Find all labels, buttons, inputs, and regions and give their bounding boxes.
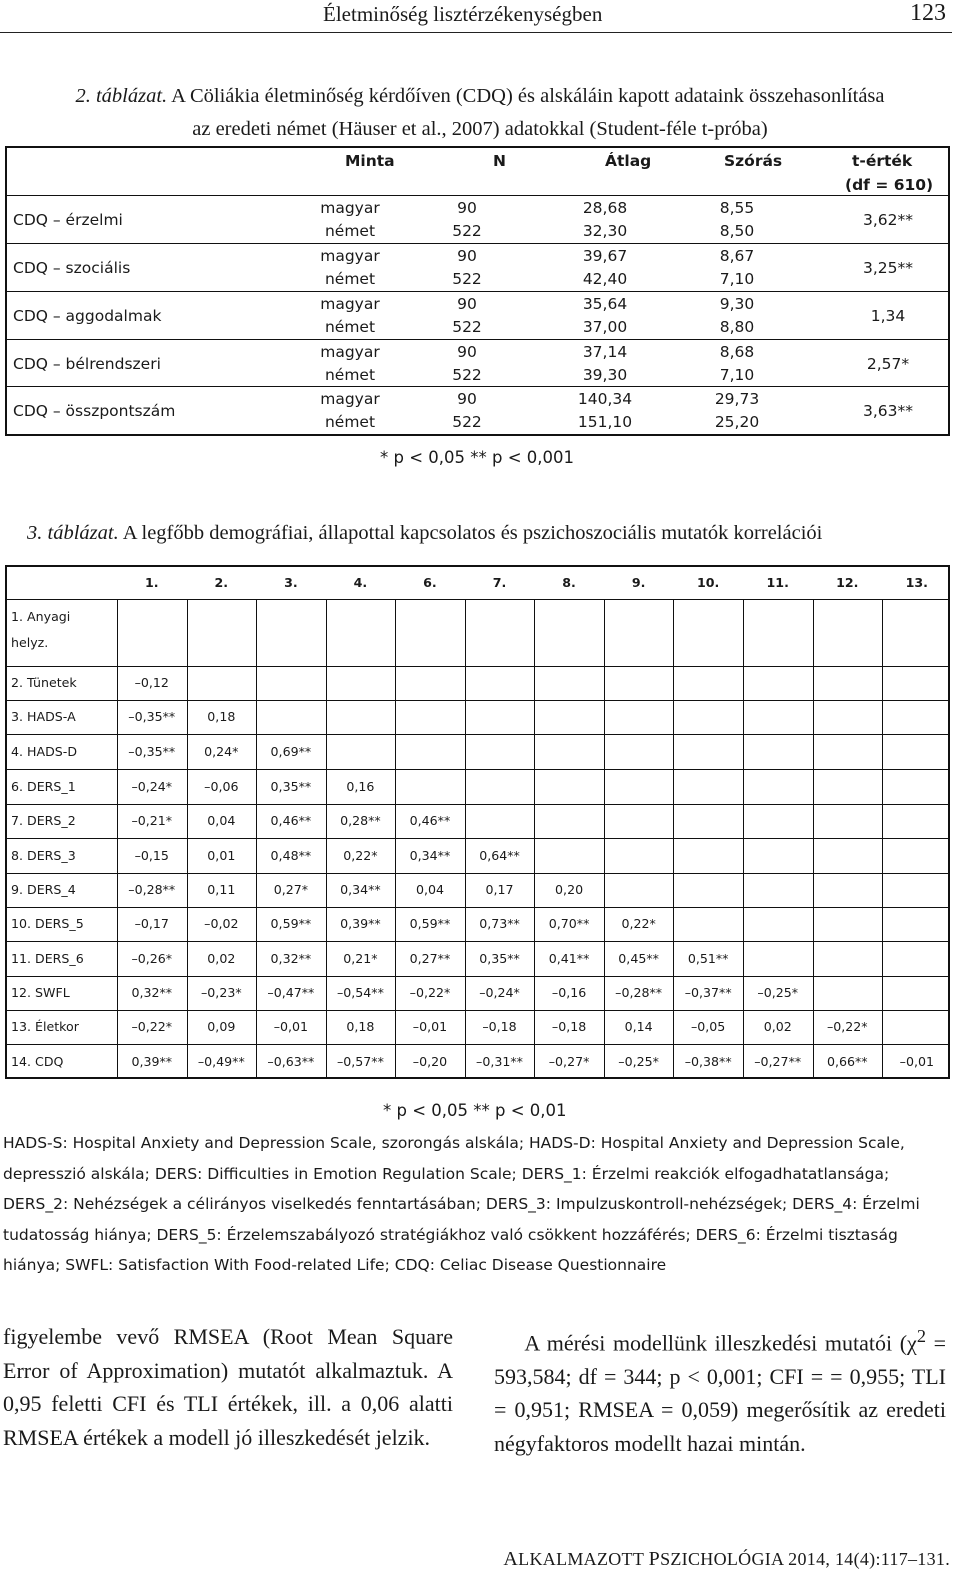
table-3-cell: 0,51** xyxy=(687,950,729,966)
table-3-cell: –0,15 xyxy=(134,847,169,863)
table-3-cell: –0,26* xyxy=(131,950,173,966)
table-3-cell: –0,18 xyxy=(482,1019,517,1034)
table-2-caption-line-2: az eredeti német (Häuser et al., 2007) adatokkal (Student-féle t-próba) xyxy=(192,118,768,140)
table-2-cell: 28,68 xyxy=(582,199,628,217)
table-2-cell: 42,40 xyxy=(582,270,628,288)
table-3-cell: –0,35** xyxy=(128,709,176,724)
table-3-cell: –0,05 xyxy=(690,1019,726,1034)
table-2-cell: 8,68 xyxy=(719,343,755,361)
table-3-row-label: 7. DERS_2 xyxy=(11,813,76,828)
table-3-cell: 0,02 xyxy=(207,950,236,966)
table-3-cell: 0,01 xyxy=(207,847,236,863)
journal-initial-a: A xyxy=(503,1548,519,1570)
table-2-cell: 522 xyxy=(452,318,482,336)
table-3-row-divider xyxy=(7,907,948,908)
table-3-cell: 0,09 xyxy=(207,1019,236,1034)
table-2-t-value: 3,62** xyxy=(862,211,913,229)
table-3-row-divider xyxy=(7,873,948,874)
table-3-cell: 0,22* xyxy=(343,847,378,863)
table-2-cell: 522 xyxy=(452,366,482,384)
table-3-cell: 0,27** xyxy=(409,950,451,966)
table-3-column-header: 13. xyxy=(905,575,928,590)
table-3-cell: –0,31** xyxy=(476,1053,523,1069)
table-2-row-divider xyxy=(7,291,948,292)
table-3-cell: 0,64** xyxy=(479,847,520,863)
table-3-cell: –0,17 xyxy=(134,916,169,931)
column-header-t: t-érték xyxy=(852,152,913,170)
table-3-row-divider xyxy=(7,700,948,701)
table-3-row-label: 2. Tünetek xyxy=(11,675,77,690)
table-3-cell: 0,39** xyxy=(340,916,381,931)
table-2-cell: 35,64 xyxy=(582,295,628,313)
table-3-row-label: helyz. xyxy=(11,635,49,650)
table-3-row-label: 12. SWFL xyxy=(11,985,70,1000)
table-2-cell: magyar xyxy=(320,247,380,265)
table-3-cell: –0,01 xyxy=(412,1019,448,1034)
table-3-row-label: 3. HADS-A xyxy=(11,709,76,724)
table-3-row-divider xyxy=(7,769,948,770)
table-3-cell: 0,32** xyxy=(270,950,312,966)
table-2-cell: 29,73 xyxy=(714,390,760,408)
table-3-cell: 0,02 xyxy=(763,1019,792,1034)
table-3-row-divider xyxy=(7,838,948,839)
table-3-cell: –0,12 xyxy=(134,675,169,690)
body-column-left: figyelembe vevő RMSEA (Root Mean Square Error of Approximation) mutatót alkalmaztuk. A 0,95 feletti CFI és TLI értékek, ill. a 0,06 alatti RMSEA értékek a modell jó illeszkedését jelzik. xyxy=(3,1324,453,1450)
table-2-cell: 25,20 xyxy=(714,413,760,431)
table-3-row-divider xyxy=(7,1044,948,1045)
table-3-cell: –0,24* xyxy=(131,778,173,794)
table-2-cell: 8,55 xyxy=(719,199,755,217)
page-number: 123 xyxy=(910,0,946,26)
table-3-cell: 0,35** xyxy=(270,778,312,794)
body-right-post: = 593,584; df = 344; p < 0,001; CFI = = 0,955; TLI = 0,951; RMSEA = 0,059) megerősítik az eredeti négyfaktoros modellt hazai mintán. xyxy=(494,1330,946,1456)
journal-word-1: LKALMAZOTT xyxy=(518,1549,649,1569)
table-3-cell: 0,34** xyxy=(409,847,451,863)
table-3-column-header: 10. xyxy=(697,575,720,590)
table-2-cell: német xyxy=(324,413,376,431)
table-3-cell: 0,59** xyxy=(270,916,312,931)
table-3-cell: 0,24* xyxy=(204,743,239,759)
table-2 xyxy=(5,146,950,436)
table-3-cell: 0,17 xyxy=(485,882,514,897)
table-3-row-label: 4. HADS-D xyxy=(11,743,78,759)
body-right-sup: 2 xyxy=(916,1326,926,1346)
table-3-cell: –0,28** xyxy=(128,882,176,897)
table-3-row-label: 6. DERS_1 xyxy=(11,778,76,794)
table-3-column-header: 12. xyxy=(836,575,859,590)
running-footer xyxy=(503,1548,950,1571)
table-3-caption-label: 3. táblázat. xyxy=(27,522,119,544)
table-2-row-label: CDQ – szociális xyxy=(13,259,131,277)
table-3-row-divider xyxy=(7,976,948,977)
body-column-right xyxy=(494,1320,946,1460)
column-header-n: N xyxy=(493,152,506,170)
table-2-t-value: 2,57* xyxy=(866,355,910,373)
table-3-column-header: 8. xyxy=(562,575,576,590)
table-3-cell: –0,20 xyxy=(412,1053,448,1069)
table-3-caption xyxy=(27,522,822,545)
table-3-cell: –0,25* xyxy=(618,1053,659,1069)
table-3-row-divider xyxy=(7,734,948,735)
table-3-cell: 0,46** xyxy=(270,813,312,828)
table-3-row-label: 10. DERS_5 xyxy=(11,916,84,931)
table-3-cell: –0,16 xyxy=(551,985,587,1000)
table-3-row-label: 9. DERS_4 xyxy=(11,882,76,897)
table-2-cell: 7,10 xyxy=(719,270,755,288)
table-3-cell: –0,21* xyxy=(131,813,173,828)
running-header xyxy=(0,0,952,33)
table-2-cell: német xyxy=(324,366,376,384)
table-3-column-header: 7. xyxy=(492,575,507,590)
table-3-row-divider xyxy=(7,941,948,942)
column-header-minta: Minta xyxy=(345,152,395,170)
table-3-row-divider xyxy=(7,599,948,600)
table-3-row-label: 14. CDQ xyxy=(11,1053,64,1069)
table-3-column-header: 6. xyxy=(423,575,437,590)
table-3-column-header: 4. xyxy=(353,575,368,590)
journal-word-2: SZICHOLÓGIA xyxy=(660,1549,784,1569)
table-3-cell: 0,59** xyxy=(409,916,451,931)
table-3-column-header: 2. xyxy=(214,575,229,590)
table-3-column-header: 1. xyxy=(144,575,159,590)
table-2-cell: német xyxy=(324,318,376,336)
table-3-cell: 0,28** xyxy=(340,813,381,828)
table-3-cell: –0,22* xyxy=(409,985,451,1000)
table-3-row-label: 8. DERS_3 xyxy=(11,847,76,863)
journal-initial-p: P xyxy=(648,1548,661,1570)
table-3-cell: –0,24* xyxy=(479,985,520,1000)
table-2-cell: 522 xyxy=(452,222,482,240)
column-header-atlag: Átlag xyxy=(605,152,652,170)
table-3-cell: 0,35** xyxy=(479,950,520,966)
table-2-cell: 140,34 xyxy=(577,390,633,408)
table-3-cell: –0,38** xyxy=(684,1053,732,1069)
table-2-t-value: 3,63** xyxy=(862,402,913,420)
table-3-row-divider xyxy=(7,804,948,805)
table-2-row-divider xyxy=(7,386,948,387)
table-2-cell: 90 xyxy=(457,343,477,361)
table-2-note: * p < 0,05 ** p < 0,001 xyxy=(380,448,575,467)
table-3-cell: 0,04 xyxy=(415,882,444,897)
table-3-column-header: 11. xyxy=(766,575,789,590)
table-3-cell: 0,66** xyxy=(826,1053,868,1069)
table-2-caption-label: 2. táblázat. xyxy=(75,85,168,107)
table-3-row-label: 13. Életkor xyxy=(11,1019,79,1034)
column-header-szoras: Szórás xyxy=(724,152,783,170)
table-3-cell: 0,18 xyxy=(346,1019,375,1034)
table-3-cell: –0,54** xyxy=(336,985,384,1000)
table-3-cell: 0,20 xyxy=(555,882,584,897)
table-3-cell: –0,22* xyxy=(131,1019,173,1034)
journal-citation: 2014, 14(4):117–131. xyxy=(783,1549,950,1569)
table-2-cell: 90 xyxy=(457,199,477,217)
table-3-cell: –0,25* xyxy=(757,985,799,1000)
table-3-cell: –0,49** xyxy=(197,1053,245,1069)
table-2-t-value: 1,34 xyxy=(870,307,906,325)
table-2-cell: 90 xyxy=(457,295,477,313)
table-2-cell: magyar xyxy=(320,390,380,408)
table-3-cell: –0,06 xyxy=(204,778,239,794)
table-2-row-label: CDQ – érzelmi xyxy=(13,211,123,229)
table-2-row-divider xyxy=(7,339,948,340)
table-2-cell: 90 xyxy=(457,247,477,265)
table-3-cell: –0,28** xyxy=(615,985,663,1000)
table-2-caption xyxy=(0,80,960,146)
table-3-cell: 0,46** xyxy=(409,813,451,828)
table-3-caption-text: A legfőbb demográfiai, állapottal kapcsolatos és pszichoszociális mutatók korrelációi xyxy=(118,522,823,544)
table-2-cell: 9,30 xyxy=(719,295,755,313)
table-3-column-header: 9. xyxy=(631,575,646,590)
table-3-cell: 0,34** xyxy=(340,882,381,897)
table-2-cell: 8,80 xyxy=(719,318,755,336)
table-3-cell: –0,63** xyxy=(267,1053,315,1069)
table-3-cell: 0,22* xyxy=(621,916,656,931)
table-2-cell: 37,14 xyxy=(582,343,628,361)
table-2-cell: német xyxy=(324,222,376,240)
table-3-cell: 0,45** xyxy=(618,950,659,966)
table-3-cell: –0,57** xyxy=(336,1053,384,1069)
table-3-cell: 0,18 xyxy=(207,709,236,724)
table-3-row-divider xyxy=(7,1010,948,1011)
table-2-cell: 151,10 xyxy=(577,413,633,431)
table-3-cell: 0,48** xyxy=(270,847,312,863)
table-2-caption-line-1: A Cöliákia életminőség kérdőíven (CDQ) és alskáláin kapott adataink összehasonlítása xyxy=(167,85,885,107)
table-2-cell: 522 xyxy=(452,413,482,431)
table-2-row-label: CDQ – bélrendszeri xyxy=(13,355,161,373)
table-3-cell: –0,01 xyxy=(273,1019,309,1034)
table-2-cell: 37,00 xyxy=(582,318,628,336)
table-3-cell: –0,27* xyxy=(548,1053,590,1069)
column-header-df: (df = 610) xyxy=(845,176,934,194)
table-3-cell: 0,39** xyxy=(131,1053,173,1069)
table-3-column-header: 3. xyxy=(284,575,298,590)
table-2-row-label: CDQ – összpontszám xyxy=(13,402,176,420)
table-3-cell: –0,23* xyxy=(201,985,242,1000)
table-2-cell: magyar xyxy=(320,295,380,313)
table-2-cell: 39,30 xyxy=(582,366,628,384)
table-2-cell: magyar xyxy=(320,343,380,361)
table-3-cell: 0,73** xyxy=(479,916,520,931)
table-3-row-divider xyxy=(7,666,948,667)
table-3-cell: 0,41** xyxy=(548,950,590,966)
table-2-cell: magyar xyxy=(320,199,380,217)
table-3-cell: 0,16 xyxy=(346,778,375,794)
table-3-note: * p < 0,05 ** p < 0,01 xyxy=(383,1101,567,1120)
table-2-cell: 8,50 xyxy=(719,222,755,240)
table-3-cell: –0,27** xyxy=(754,1053,802,1069)
table-3-cell: –0,35** xyxy=(128,743,176,759)
table-2-row-label: CDQ – aggodalmak xyxy=(13,307,162,325)
body-right-pre: A mérési modellünk illeszkedési mutatói (χ xyxy=(524,1330,917,1356)
table-3-cell: –0,22* xyxy=(826,1019,868,1034)
table-2-cell: 90 xyxy=(457,390,477,408)
table-3-cell: 0,14 xyxy=(624,1019,653,1034)
table-3-cell: 0,27* xyxy=(273,882,309,897)
table-3 xyxy=(5,565,950,1079)
table-2-cell: német xyxy=(324,270,376,288)
table-3-cell: 0,69** xyxy=(270,743,312,759)
table-2-cell: 7,10 xyxy=(719,366,755,384)
table-2-row-divider xyxy=(7,195,948,196)
abbreviations-note: HADS-S: Hospital Anxiety and Depression Scale, szorongás alskála; HADS-D: Hospital Anxiety and Depression Scale, depresszió alskála; DERS: Difficulties in Emotion Regulation Scale; DERS_1: Érzelmi reakciók elfogadhatatlansága; DERS_2: Nehézségek a célirányos viselkedés fenntartásában; DERS_3: Impulzuskontroll-nehézségek; DERS_4: Érzelmi tudatosság hiánya; DERS_5: Érzelemszabályozó stratégiákhoz való csökkent hozzáférés; DERS_6: Érzelmi tisztaság hiánya; SWFL: Satisfaction With Food-related Life; CDQ: Celiac Disease Questionnaire xyxy=(3,1134,920,1274)
table-3-row-label: 1. Anyagi xyxy=(11,609,71,624)
table-2-cell: 39,67 xyxy=(582,247,628,265)
table-3-cell: 0,21* xyxy=(343,950,378,966)
table-3-row-label: 11. DERS_6 xyxy=(11,950,84,966)
table-3-cell: –0,02 xyxy=(204,916,239,931)
table-3-cell: –0,47** xyxy=(267,985,315,1000)
table-2-cell: 522 xyxy=(452,270,482,288)
table-2-t-value: 3,25** xyxy=(862,259,913,277)
table-3-cell: 0,11 xyxy=(207,882,236,897)
table-2-row-divider xyxy=(7,243,948,244)
table-3-cell: –0,18 xyxy=(551,1019,587,1034)
table-3-cell: –0,01 xyxy=(899,1053,934,1069)
table-2-cell: 32,30 xyxy=(582,222,628,240)
table-3-cell: 0,32** xyxy=(131,985,173,1000)
table-3-cell: 0,70** xyxy=(548,916,590,931)
table-3-cell: 0,04 xyxy=(207,813,236,828)
running-title: Életminőség lisztérzékenységben xyxy=(323,2,603,26)
table-3-cell: –0,37** xyxy=(684,985,732,1000)
table-2-cell: 8,67 xyxy=(719,247,755,265)
